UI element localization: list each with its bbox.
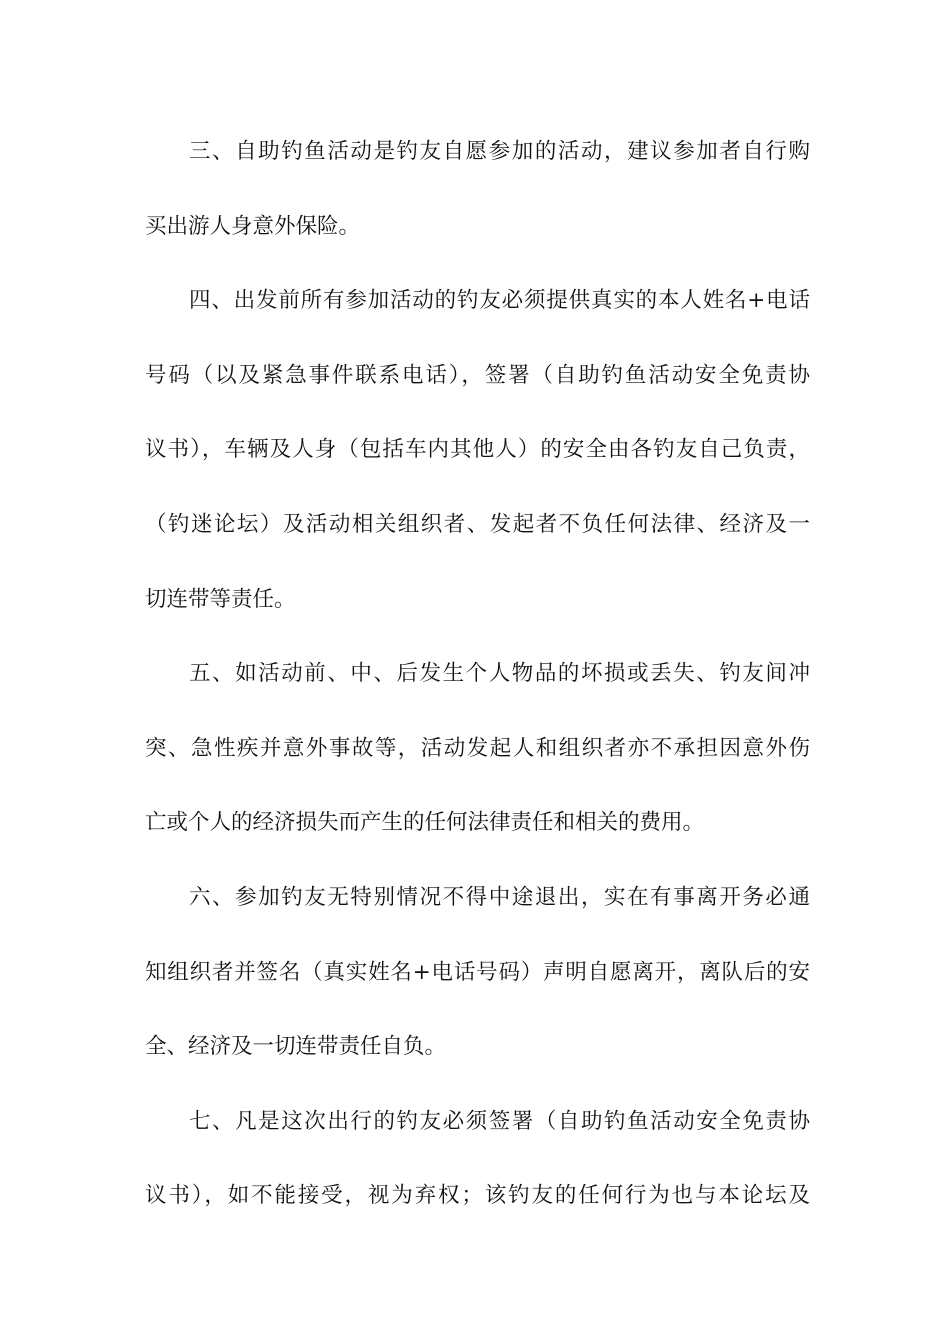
paragraph-4 bbox=[145, 277, 810, 650]
text-line: 五、如活动前、中、后发生个人物品的坏损或丢失、钓友间冲 bbox=[189, 661, 810, 687]
text-line: 议书），车辆及人身（包括车内其他人）的安全由各钓友自己负责， bbox=[145, 437, 810, 463]
document-body bbox=[145, 128, 810, 1247]
text-line: 全、经济及一切连带责任自负。 bbox=[145, 1034, 447, 1060]
text-line: 买出游人身意外保险。 bbox=[145, 213, 361, 239]
text-line: 切连带等责任。 bbox=[145, 586, 296, 612]
text-line: 七、凡是这次出行的钓友必须签署（自助钓鱼活动安全免责协 bbox=[189, 1108, 810, 1134]
text-line: （钓迷论坛）及活动相关组织者、发起者不负任何法律、经济及一 bbox=[145, 511, 810, 537]
text-line: 六、参加钓友无特别情况不得中途退出，实在有事离开务必通 bbox=[189, 884, 810, 910]
paragraph-7 bbox=[145, 1098, 810, 1247]
text-line: 号码（以及紧急事件联系电话），签署（自助钓鱼活动安全免责协 bbox=[145, 362, 810, 388]
text-line: 亡或个人的经济损失而产生的任何法律责任和相关的费用。 bbox=[145, 810, 705, 836]
text-line: 突、急性疾并意外事故等，活动发起人和组织者亦不承担因意外伤 bbox=[145, 735, 810, 761]
paragraph-6 bbox=[145, 874, 810, 1098]
paragraph-5 bbox=[145, 650, 810, 874]
text-line: 知组织者并签名（真实姓名+电话号码）声明自愿离开，离队后的安 bbox=[145, 959, 810, 985]
text-line: 三、自助钓鱼活动是钓友自愿参加的活动，建议参加者自行购 bbox=[189, 139, 810, 164]
text-line: 议书），如不能接受，视为弃权；该钓友的任何行为也与本论坛及 bbox=[145, 1183, 810, 1209]
text-line: 四、出发前所有参加活动的钓友必须提供真实的本人姓名+电话 bbox=[189, 288, 810, 314]
paragraph-3 bbox=[145, 128, 810, 277]
